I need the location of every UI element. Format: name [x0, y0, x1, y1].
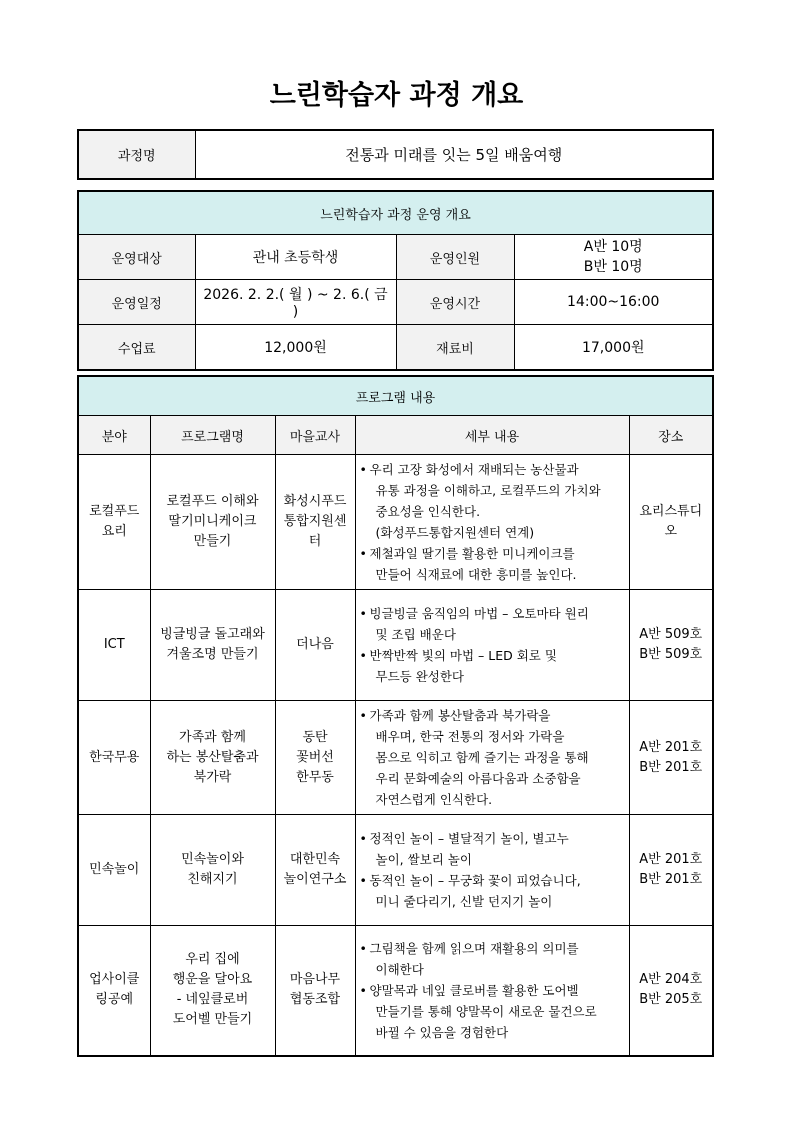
program-name-line: 로컬푸드 이해와	[166, 494, 259, 509]
program-teacher-line: 협동조합	[289, 992, 341, 1008]
detail-line: 및 조립 배운다	[375, 627, 456, 642]
program-place-line: 요리스튜디오	[639, 504, 703, 539]
program-field	[78, 701, 150, 815]
page-title: 느린학습자 과정 개요	[269, 80, 524, 111]
detail-line: 바뀔 수 있음을 경험한다	[375, 1024, 509, 1040]
program-details	[355, 455, 629, 590]
detail-bullet	[360, 645, 625, 687]
program-teacher-line: 한무동	[296, 769, 334, 785]
column-header-teacher: 마을교사	[275, 416, 355, 455]
program-name-line: 겨울조명 만들기	[166, 647, 259, 662]
detail-line: 만들어 식재료에 대한 흥미를 높인다.	[375, 567, 577, 582]
program-field-line: 링공예	[95, 992, 134, 1008]
table-row	[78, 815, 713, 926]
program-teacher-line: 동탄	[302, 729, 328, 745]
program-place	[629, 590, 713, 701]
fee-value: 12,000원	[195, 325, 396, 371]
program-field	[78, 815, 150, 926]
table-row	[78, 590, 713, 701]
program-teacher	[275, 590, 355, 701]
program-name	[150, 701, 275, 815]
time-label: 운영시간	[396, 280, 514, 325]
headcount-line: B반 10명	[583, 259, 643, 275]
detail-line: 우리 문화예술의 아름다움과 소중함을	[375, 771, 581, 786]
program-name-line: 하는 봉산탈춤과	[166, 749, 259, 765]
headcount-line: A반 10명	[583, 239, 643, 255]
detail-bullet	[360, 828, 625, 870]
program-field-line: 요리	[101, 524, 127, 539]
column-header-details: 세부 내용	[355, 416, 629, 455]
program-place-line: B반 201호	[639, 759, 703, 775]
detail-line: • 동적인 놀이 – 무궁화 꽃이 피었습니다,	[369, 873, 581, 888]
detail-bullet	[360, 980, 625, 1043]
program-field-line: 한국무용	[89, 749, 140, 765]
program-name	[150, 590, 275, 701]
detail-line: 무드등 완성한다	[375, 669, 464, 684]
detail-line: • 가족과 함께 봉산탈춤과 북가락을	[369, 708, 551, 723]
fee-label: 수업료	[78, 325, 195, 371]
detail-line: 미니 줄다리기, 신발 던지기 놀이	[375, 894, 553, 909]
program-rows	[78, 455, 713, 1056]
program-place-line: B반 201호	[639, 872, 703, 887]
program-name-line: 가족과 함께	[179, 729, 246, 745]
program-field-line: ICT	[103, 637, 125, 652]
program-place-line: B반 509호	[639, 647, 703, 662]
detail-line: • 정적인 놀이 – 별달적기 놀이, 별고누	[369, 831, 569, 846]
program-teacher-line: 마음나무	[289, 972, 341, 988]
detail-bullet	[360, 543, 625, 585]
column-header-name: 프로그램명	[150, 416, 275, 455]
table-row	[78, 455, 713, 590]
program-name-line: 친해지기	[187, 872, 238, 887]
program-field-line: 업사이클	[89, 972, 140, 988]
program-table	[77, 375, 714, 1057]
program-name-line: 딸기미니케이크	[168, 514, 257, 529]
program-teacher-line: 통합지원센	[283, 514, 347, 529]
program-name-line: 우리 집에	[185, 952, 240, 968]
detail-line: • 빙글빙글 움직임의 마법 – 오토마타 원리	[369, 606, 589, 621]
program-name-line: 행운을 달아요	[172, 972, 253, 988]
program-name-line: 만들기	[193, 534, 232, 549]
course-name: 전통과 미래를 잇는 5일 배움여행	[195, 130, 713, 179]
detail-line: 놀이, 쌀보리 놀이	[375, 852, 472, 867]
program-field	[78, 590, 150, 701]
material-value: 17,000원	[514, 325, 713, 371]
course-label: 과정명	[78, 130, 195, 179]
program-place-line: A반 204호	[639, 972, 703, 988]
detail-line: • 양말목과 네잎 클로버를 활용한 도어벨	[369, 982, 579, 998]
column-header-field: 분야	[78, 416, 150, 455]
program-details	[355, 815, 629, 926]
program-teacher	[275, 926, 355, 1056]
detail-line: 배우며, 한국 전통의 정서와 가락을	[375, 729, 565, 744]
program-name-line: 도어벨 만들기	[172, 1012, 253, 1028]
program-teacher-line: 꽃버선	[296, 749, 334, 765]
target-label: 운영대상	[78, 235, 195, 280]
program-header: 프로그램 내용	[78, 376, 713, 416]
program-field-line: 민속놀이	[89, 862, 140, 877]
schedule-value: 2026. 2. 2.( 월 ) ~ 2. 6.( 금 )	[195, 280, 396, 325]
program-name-line: 북가락	[193, 769, 232, 785]
detail-line: 중요성을 인식한다.	[375, 504, 481, 519]
program-name	[150, 926, 275, 1056]
detail-bullet	[360, 705, 625, 810]
program-field	[78, 926, 150, 1056]
headcount-label: 운영인원	[396, 235, 514, 280]
detail-bullet	[360, 938, 625, 980]
program-teacher-line: 터	[308, 534, 322, 549]
table-row	[78, 926, 713, 1056]
detail-line: • 우리 고장 화성에서 재배되는 농산물과	[369, 462, 579, 477]
detail-bullet	[360, 603, 625, 645]
program-teacher-line: 더나음	[296, 637, 334, 652]
program-name	[150, 455, 275, 590]
program-details	[355, 926, 629, 1056]
program-place-line: B반 205호	[639, 992, 703, 1008]
program-teacher	[275, 701, 355, 815]
program-field	[78, 455, 150, 590]
program-place-line: A반 201호	[639, 739, 703, 755]
program-name	[150, 815, 275, 926]
program-teacher-line: 대한민속	[289, 852, 341, 867]
program-place	[629, 926, 713, 1056]
headcount-value	[514, 235, 713, 280]
schedule-label: 운영일정	[78, 280, 195, 325]
detail-line: • 반짝반짝 빛의 마법 – LED 회로 및	[369, 648, 557, 663]
program-name-line: 민속놀이와	[181, 852, 244, 867]
operation-table	[77, 190, 714, 371]
column-header-place: 장소	[629, 416, 713, 455]
program-name-line: 빙글빙글 돌고래와	[160, 627, 265, 642]
program-name-line: - 네잎클로버	[176, 992, 249, 1008]
detail-line: 유통 과정을 이해하고, 로컬푸드의 가치와	[375, 483, 601, 498]
detail-line: 몸으로 익히고 함께 즐기는 과정을 통해	[375, 750, 589, 765]
detail-line: • 그림책을 함께 읽으며 재활용의 의미를	[369, 940, 579, 956]
program-field-line: 로컬푸드	[89, 504, 140, 519]
program-teacher-line: 놀이연구소	[283, 872, 347, 887]
operation-header: 느린학습자 과정 운영 개요	[78, 191, 713, 235]
program-teacher	[275, 455, 355, 590]
program-teacher	[275, 815, 355, 926]
detail-line: • 제철과일 딸기를 활용한 미니케이크를	[369, 546, 575, 561]
target-value: 관내 초등학생	[195, 235, 396, 280]
detail-line: 자연스럽게 인식한다.	[375, 792, 493, 807]
material-label: 재료비	[396, 325, 514, 371]
program-teacher-line: 화성시푸드	[283, 494, 347, 509]
detail-bullet	[360, 870, 625, 912]
program-place	[629, 455, 713, 590]
program-place	[629, 815, 713, 926]
program-place-line: A반 509호	[639, 627, 703, 642]
program-details	[355, 590, 629, 701]
detail-line: 만들기를 통해 양말목이 새로운 물건으로	[375, 1003, 597, 1019]
table-row	[78, 701, 713, 815]
time-value: 14:00~16:00	[514, 280, 713, 325]
course-table	[77, 129, 714, 180]
detail-line: 이해한다	[375, 961, 424, 977]
detail-bullet	[360, 459, 625, 543]
detail-line: (화성푸드통합지원센터 연계)	[375, 525, 535, 540]
program-place	[629, 701, 713, 815]
program-place-line: A반 201호	[639, 852, 703, 867]
program-details	[355, 701, 629, 815]
